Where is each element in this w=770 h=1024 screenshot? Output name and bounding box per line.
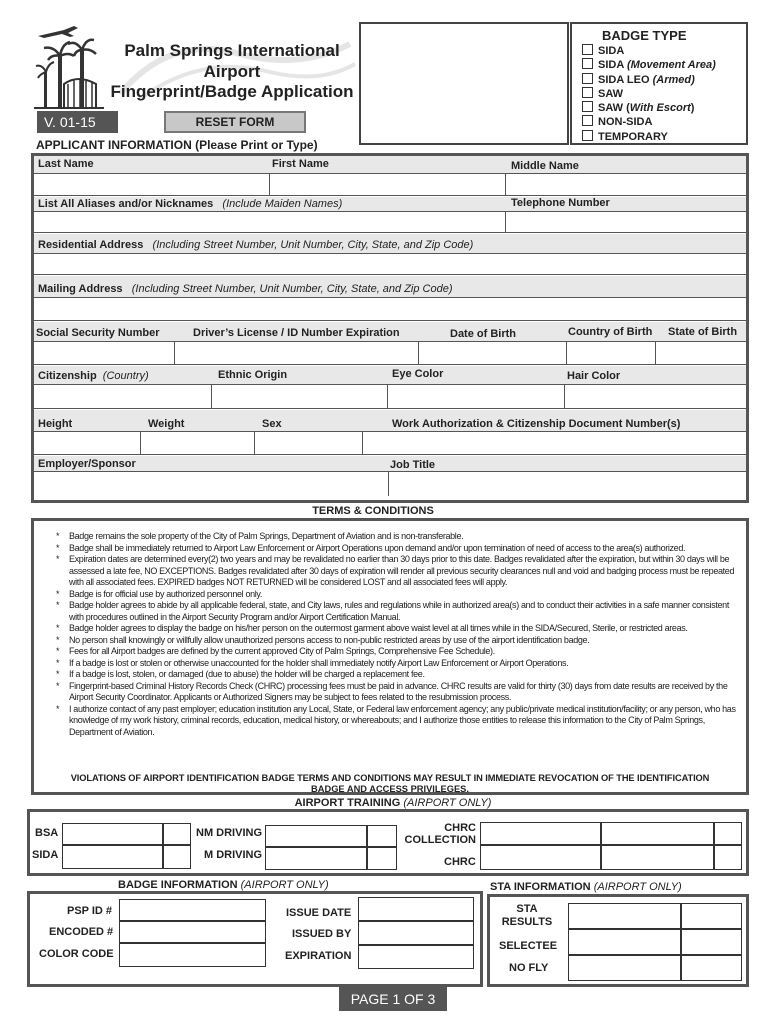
sta-results-field[interactable] [568,903,681,929]
m-driving-field[interactable] [265,847,367,870]
expiration-label: EXPIRATION [285,950,352,962]
badge-option-sida-leo[interactable]: SIDA LEO (Armed) [582,73,716,87]
weight-field[interactable] [141,432,255,454]
term-item: * Badge shall be immediately returned to Airport Law Enforcement or Airport Operations upon demand and/or upon termination of need of access to the area(s) authorized. [34,543,742,555]
chrc-extra[interactable] [714,845,742,870]
sida-leo-checkbox[interactable] [582,73,593,84]
terms-title: TERMS & CONDITIONS [312,505,434,517]
bsa-field[interactable] [62,823,163,845]
badge-option-non-sida[interactable]: NON-SIDA [582,115,716,129]
chrc-collection-field[interactable] [480,822,601,845]
height-field[interactable] [34,432,141,454]
term-item: * I authorize contact of any past employer; education institution any Local, State, or Federal law enforcement agency; any public/private medical institution/facility; or any person, who has knowledge of my work history, criminal records, education, medical history, or whereabouts; and I authorize those entities to release this information to the City of Palm Springs, Department of Aviation. [34,704,742,739]
expiration-field[interactable] [358,945,474,969]
badge-option-saw[interactable]: SAW [582,87,716,101]
issued-by-label: ISSUED BY [292,928,352,940]
title-line3: Fingerprint/Badge Application [110,82,354,101]
title-line2: Airport [203,62,261,81]
mailing-label: Mailing Address (Including Street Number, Unit Number, City, State, and Zip Code) [38,283,453,295]
issue-date-field[interactable] [358,897,474,921]
badge-type-title: BADGE TYPE [602,28,687,43]
dob-field[interactable] [419,342,567,364]
version-badge: V. 01-15 [37,111,118,133]
color-code-label: COLOR CODE [39,948,114,960]
ssn-field[interactable] [34,342,175,364]
saw-escort-checkbox[interactable] [582,101,593,112]
m-driving-label: M DRIVING [204,849,263,861]
terms-box [31,518,749,795]
sida-movement-checkbox[interactable] [582,58,593,69]
mailing-field[interactable] [34,297,746,321]
chrc-field[interactable] [480,845,601,870]
badge-option-temporary[interactable]: TEMPORARY [582,130,716,144]
issued-by-field[interactable] [358,921,474,945]
page-number: PAGE 1 OF 3 [339,987,447,1011]
term-item: * If a badge is lost or stolen or otherwise unaccounted for the holder shall immediately notify Airport Law Enforcement or Airport Operations. [34,658,742,670]
sida-training-label: SIDA [32,849,59,861]
term-item: * Badge holder agrees to abide by all applicable federal, state, and City laws, rules and regulations while in authorized area(s) and to conduct their activities in a safe manner consistent with procedures outlined in the Airport Security Program and/or Airport Certification Manual. [34,600,742,623]
badge-option-sida-movement[interactable]: SIDA (Movement Area) [582,58,716,72]
work-auth-label: Work Authorization & Citizenship Document Number(s) [392,418,681,430]
badge-type-panel [570,22,748,145]
no-fly-field[interactable] [568,955,681,981]
term-item: * Fingerprint-based Criminal History Records Check (CHRC) processing fees must be paid in advance. CHRC results are valid for thirty (30) days from date results are received by the Airport Security Coordinator. Applicants or Authorized Signers may be subject to fees related to the resubmission process. [34,681,742,704]
badge-option-saw-escort[interactable]: SAW (With Escort) [582,101,716,115]
sida-checkbox[interactable] [582,44,593,55]
hair-label: Hair Color [567,370,621,382]
last-name-label: Last Name [38,158,94,170]
encoded-label: ENCODED # [49,926,114,938]
aliases-field[interactable] [34,212,506,232]
sta-info-title: STA INFORMATION (AIRPORT ONLY) [490,881,682,893]
term-item: * No person shall knowingly or willfully allow unauthorized persons access to non-public restricted areas by use of the airport identification badge. [34,635,742,647]
last-name-field[interactable] [34,174,270,195]
employer-label: Employer/Sponsor [38,458,136,470]
nm-driving-field[interactable] [265,825,367,847]
ssn-label: Social Security Number [36,327,160,339]
state-birth-label: State of Birth [668,326,738,338]
term-item: * Badge is for official use by authorized personnel only. [34,589,742,601]
citizenship-label: Citizenship (Country) [38,370,149,382]
color-code-field[interactable] [119,943,266,967]
nm-driving-extra-field[interactable] [367,825,397,847]
sta-results-extra[interactable] [681,903,742,929]
term-item: * Fees for all Airport badges are defined by the current approved City of Palm Springs, Comprehensive Fee Schedule). [34,646,742,658]
psp-id-label: PSP ID # [67,905,113,917]
middle-name-field[interactable] [506,174,746,195]
sex-field[interactable] [255,432,363,454]
issue-date-label: ISSUE DATE [286,907,352,919]
work-auth-field[interactable] [363,432,746,454]
term-item: * Badge remains the sole property of the City of Palm Springs, Department of Aviation and is non-transferable. [34,531,742,543]
state-birth-field[interactable] [656,342,746,364]
applicant-section-title: APPLICANT INFORMATION (Please Print or Type) [36,138,318,152]
job-title-field[interactable] [389,472,746,496]
violation-line1: VIOLATIONS OF AIRPORT IDENTIFICATION BADGE TERMS AND CONDITIONS MAY RESULT IN IMMEDIATE REVOCATION OF THE IDENTIFICATION [70,773,710,783]
telephone-field[interactable] [506,212,746,232]
country-birth-label: Country of Birth [568,326,653,338]
job-title-label: Job Title [390,459,436,471]
m-driving-extra-field[interactable] [367,847,397,870]
middle-name-label: Middle Name [511,160,579,172]
eye-field[interactable] [388,385,565,408]
no-fly-label: NO FLY [509,962,549,974]
selectee-extra[interactable] [681,929,742,955]
employer-field[interactable] [34,472,389,496]
bsa-label: BSA [35,827,59,839]
chrc-label: CHRC [444,856,476,868]
chrc-field-2[interactable] [601,845,714,870]
aliases-label: List All Aliases and/or Nicknames (Include Maiden Names) [38,198,343,210]
encoded-field[interactable] [119,921,266,943]
residential-field[interactable] [34,253,746,275]
hair-field[interactable] [565,385,746,408]
ethnic-label: Ethnic Origin [218,369,288,381]
country-birth-field[interactable] [567,342,656,364]
nm-driving-label: NM DRIVING [196,827,262,839]
weight-label: Weight [148,418,185,430]
dob-label: Date of Birth [450,328,516,340]
badge-option-sida[interactable]: SIDA [582,44,716,58]
term-item: * Badge holder agrees to display the badge on his/her person on the outermost garment above waist level at all times while in the SIDA/Secured, Sterile, or restricted areas. [34,623,742,635]
terms-list [34,531,742,738]
citizenship-field[interactable] [34,385,212,408]
chrc-collection-label: CHRC COLLECTION [404,822,476,846]
first-name-field[interactable] [270,174,506,195]
sida-training-extra-field[interactable] [163,845,191,869]
reset-form-button[interactable]: RESET FORM [164,111,306,133]
telephone-label: Telephone Number [511,197,610,209]
height-label: Height [38,418,73,430]
dl-field[interactable] [175,342,419,364]
chrc-collection-field-2[interactable] [601,822,714,845]
badge-info-title: BADGE INFORMATION (AIRPORT ONLY) [118,879,329,891]
violation-line2: BADGE AND ACCESS PRIVILEGES. [311,784,469,794]
photo-box [359,22,569,145]
saw-checkbox[interactable] [582,87,593,98]
sida-training-field[interactable] [62,845,163,869]
non-sida-checkbox[interactable] [582,115,593,126]
first-name-label: First Name [272,158,329,170]
residential-label: Residential Address (Including Street Number, Unit Number, City, State, and Zip Code) [38,239,474,251]
ethnic-field[interactable] [212,385,388,408]
temporary-checkbox[interactable] [582,130,593,141]
selectee-field[interactable] [568,929,681,955]
bsa-extra-field[interactable] [163,823,191,845]
training-title: AIRPORT TRAINING (AIRPORT ONLY) [294,797,492,809]
sex-label: Sex [262,418,282,430]
no-fly-extra[interactable] [681,955,742,981]
selectee-label: SELECTEE [499,940,558,952]
dl-label: Driver’s License / ID Number Expiration [193,327,400,339]
sta-results-label: STA RESULTS [501,903,553,928]
term-item: * If a badge is lost, stolen, or damaged (due to abuse) the holder will be charged a replacement fee. [34,669,742,681]
chrc-collection-extra[interactable] [714,822,742,845]
eye-label: Eye Color [392,368,444,380]
term-item: * Expiration dates are determined every(2) two years and may be revalidated no earlier than 30 days prior to this date. Badges revalidated after the expiration, but within 30 days will be assessed a late fee, NO EXCEPTIONS. Badges revalidated after 30 days of expiration will render all previous security clearances null and void and badging process must be repeated with all associated fees. EXPIRED badges NOT RETURNED will be considered LOST and all associated fees will apply. [34,554,742,589]
psp-id-field[interactable] [119,899,266,921]
title-line1: Palm Springs International [124,41,340,60]
